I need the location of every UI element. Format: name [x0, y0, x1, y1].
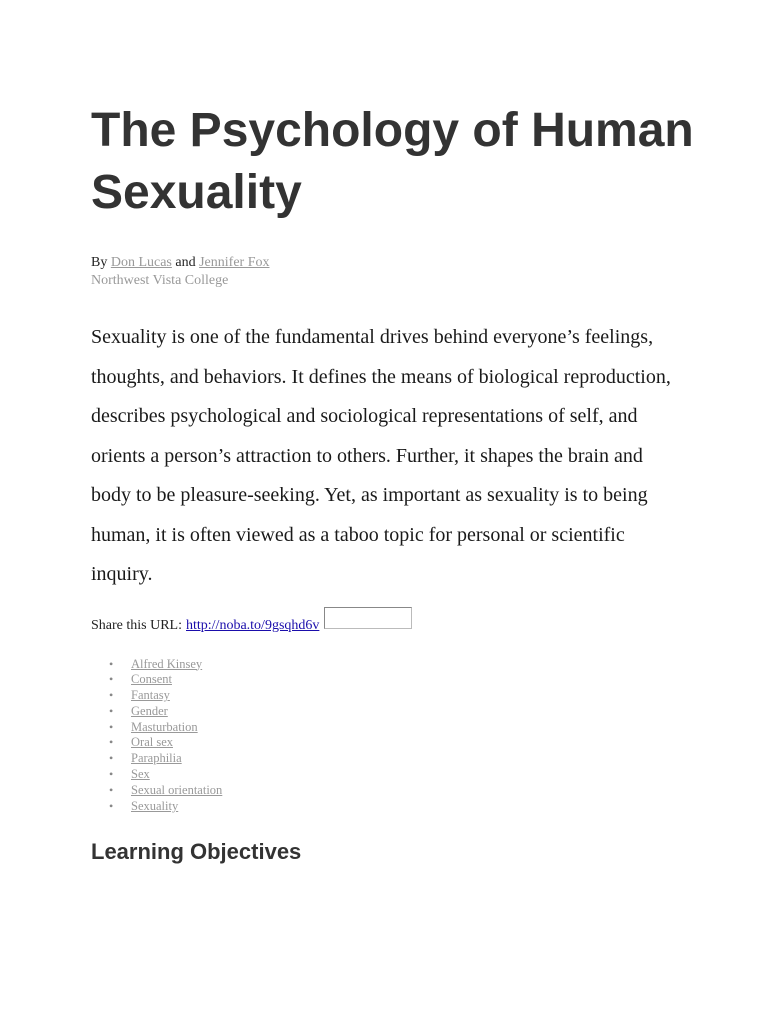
tag-link[interactable]: Sex	[131, 767, 150, 782]
share-url-link[interactable]: http://noba.to/9gsqhd6v	[186, 617, 320, 633]
author-affiliation: Northwest Vista College	[91, 273, 229, 288]
tag-list-item	[131, 767, 768, 783]
tag-link[interactable]: Sexuality	[131, 798, 179, 813]
tag-link[interactable]: Masturbation	[131, 719, 198, 734]
tag-link[interactable]: Consent	[131, 672, 172, 687]
tag-list-item	[131, 672, 768, 688]
byline-conjunction: and	[175, 255, 196, 270]
share-url-label: Share this URL:	[91, 617, 182, 633]
tag-link[interactable]: Fantasy	[131, 688, 170, 703]
byline	[91, 254, 768, 272]
tag-list-item	[131, 688, 768, 704]
share-url-row	[91, 617, 768, 635]
author-link-jennifer-fox[interactable]: Jennifer Fox	[199, 255, 270, 270]
tag-link[interactable]: Sexual orientation	[131, 782, 223, 797]
tag-link[interactable]: Alfred Kinsey	[131, 656, 203, 671]
tag-list-item	[131, 704, 768, 720]
tag-list	[91, 657, 768, 815]
intro-paragraph: Sexuality is one of the fundamental drives behind everyone’s feelings, thoughts, and behaviors. It defines the means of biological reproduction, describes psychological and sociological representations of self, and orients a person’s attraction to others. Further, it shapes the brain and body to be pleasure-seeking. Yet, as important as sexuality is to being human, it is often viewed as a taboo topic for personal or scientific inquiry.	[91, 326, 671, 585]
tag-list-item	[131, 735, 768, 751]
tag-list-item	[131, 720, 768, 736]
author-link-don-lucas[interactable]: Don Lucas	[110, 255, 172, 270]
tag-list-item	[131, 657, 768, 673]
tag-link[interactable]: Oral sex	[131, 735, 173, 750]
tag-list-item	[131, 751, 768, 767]
share-url-input[interactable]	[324, 607, 412, 629]
tag-list-item	[131, 799, 768, 815]
tag-list-item	[131, 783, 768, 799]
page-title: The Psychology of Human Sexuality	[91, 104, 694, 219]
tag-link[interactable]: Gender	[131, 703, 168, 718]
byline-prefix: By	[91, 255, 108, 270]
learning-objectives-heading: Learning Objectives	[91, 839, 302, 865]
tag-link[interactable]: Paraphilia	[131, 751, 182, 766]
